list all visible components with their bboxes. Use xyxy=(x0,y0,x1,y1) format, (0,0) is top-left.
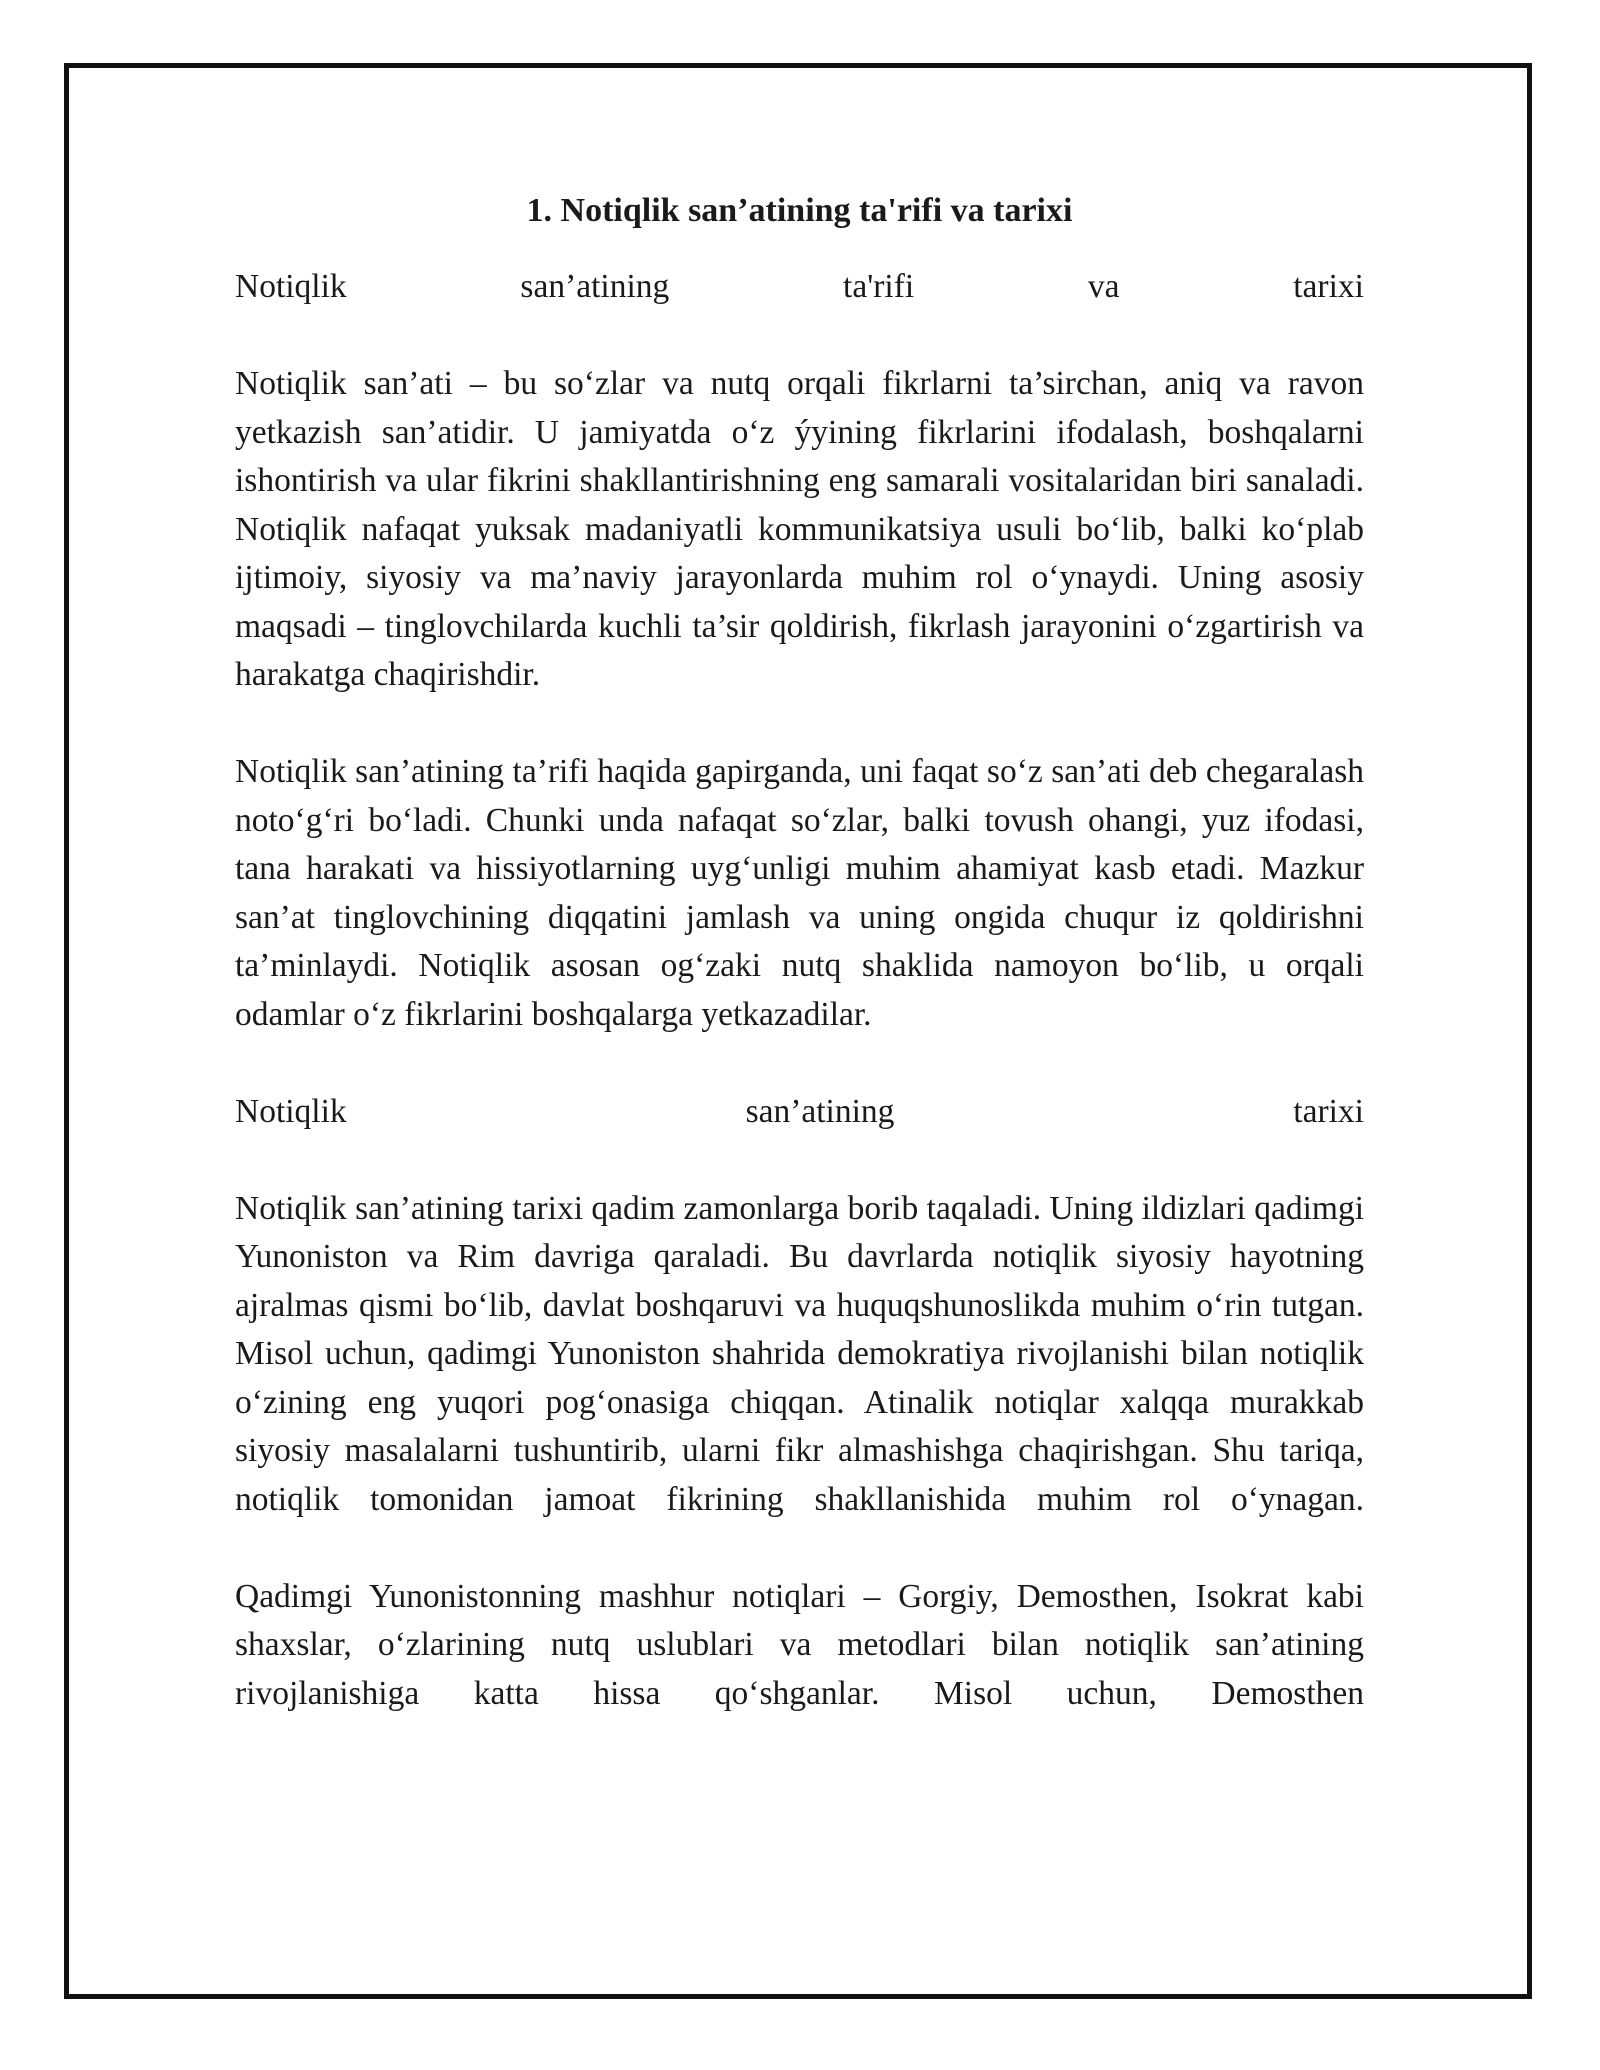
paragraph-definition: Notiqlik san’ati – bu so‘zlar va nutq orqali fikrlarni ta’sirchan, aniq va ravon yetkazish san’atidir. U jamiyatda o‘z ýyining fikrlarini ifodalash, boshqalarni ishontirish va ular fikrini shakllantirishning eng samarali vositalaridan biri sanaladi. Notiqlik nafaqat yuksak madaniyatli kommunikatsiya usuli bo‘lib, balki ko‘plab ijtimoiy, siyosiy va ma’naviy jarayonlarda muhim rol o‘ynaydi. Uning asosiy maqsadi – tinglovchilarda kuchli ta’sir qoldirish, fikrlash jarayonini o‘zgartirish va harakatga chaqirishdir. xyxy=(235,365,1364,693)
paragraph-greek-orators: Qadimgi Yunonistonning mashhur notiqlari – Gorgiy, Demosthen, Isokrat kabi shaxslar, o‘zlarining nutq uslublari va metodlari bilan notiqlik san’atining rivojlanishiga katta hissa qo‘shganlar. Misol uchun, Demosthen xyxy=(235,1577,1364,1712)
heading-word: tarixi xyxy=(1293,1092,1364,1130)
paragraph-history: Notiqlik san’atining tarixi qadim zamonlarga borib taqaladi. Uning ildizlari qadimgi Yunoniston va Rim davriga qaraladi. Bu davrlarda notiqlik siyosiy hayotning ajralmas qismi bo‘lib, davlat boshqaruvi va huquqshunoslikda muhim o‘rin tutgan. Misol uchun, qadimgi Yunoniston shahrida demokratiya rivojlanishi bilan notiqlik o‘zining eng yuqori pog‘onasiga chiqqan. Atinalik notiqlar xalqqa murakkab siyosiy masalalarni tushuntirib, ularni fikr almashishga chaqirishgan. Shu tariqa, notiqlik tomonidan jamoat fikrining shakllanishida muhim rol o‘ynagan. xyxy=(235,1189,1364,1518)
document-title: 1. Notiqlik san’atining ta'rifi va tarixi xyxy=(526,192,1073,229)
section-heading-definition-history xyxy=(235,263,1364,312)
heading-word: san’atining xyxy=(745,1092,895,1130)
document-body xyxy=(235,185,1364,1718)
heading-word: Notiqlik xyxy=(235,268,347,305)
paragraph-definition-detail: Notiqlik san’atining ta’rifi haqida gapirganda, uni faqat so‘z san’ati deb chegaralash noto‘g‘ri bo‘ladi. Chunki unda nafaqat so‘zlar, balki tovush ohangi, yuz ifodasi, tana harakati va hissiyotlarning uyg‘unligi muhim ahamiyat kasb etadi. Mazkur san’at tinglovchining diqqatini jamlash va uning ongida chuqur iz qoldirishni ta’minlaydi. Notiqlik asosan og‘zaki nutq shaklida namoyon bo‘lib, u orqali odamlar o‘z fikrlarini boshqalarga yetkazadilar. xyxy=(235,753,1364,1033)
section-heading-history xyxy=(235,1088,1364,1137)
heading-word: Notiqlik xyxy=(235,1092,347,1130)
heading-word: va xyxy=(1087,268,1120,305)
heading-word: tarixi xyxy=(1293,268,1364,305)
heading-word: ta'rifi xyxy=(843,268,915,305)
heading-word: san’atining xyxy=(520,268,670,305)
